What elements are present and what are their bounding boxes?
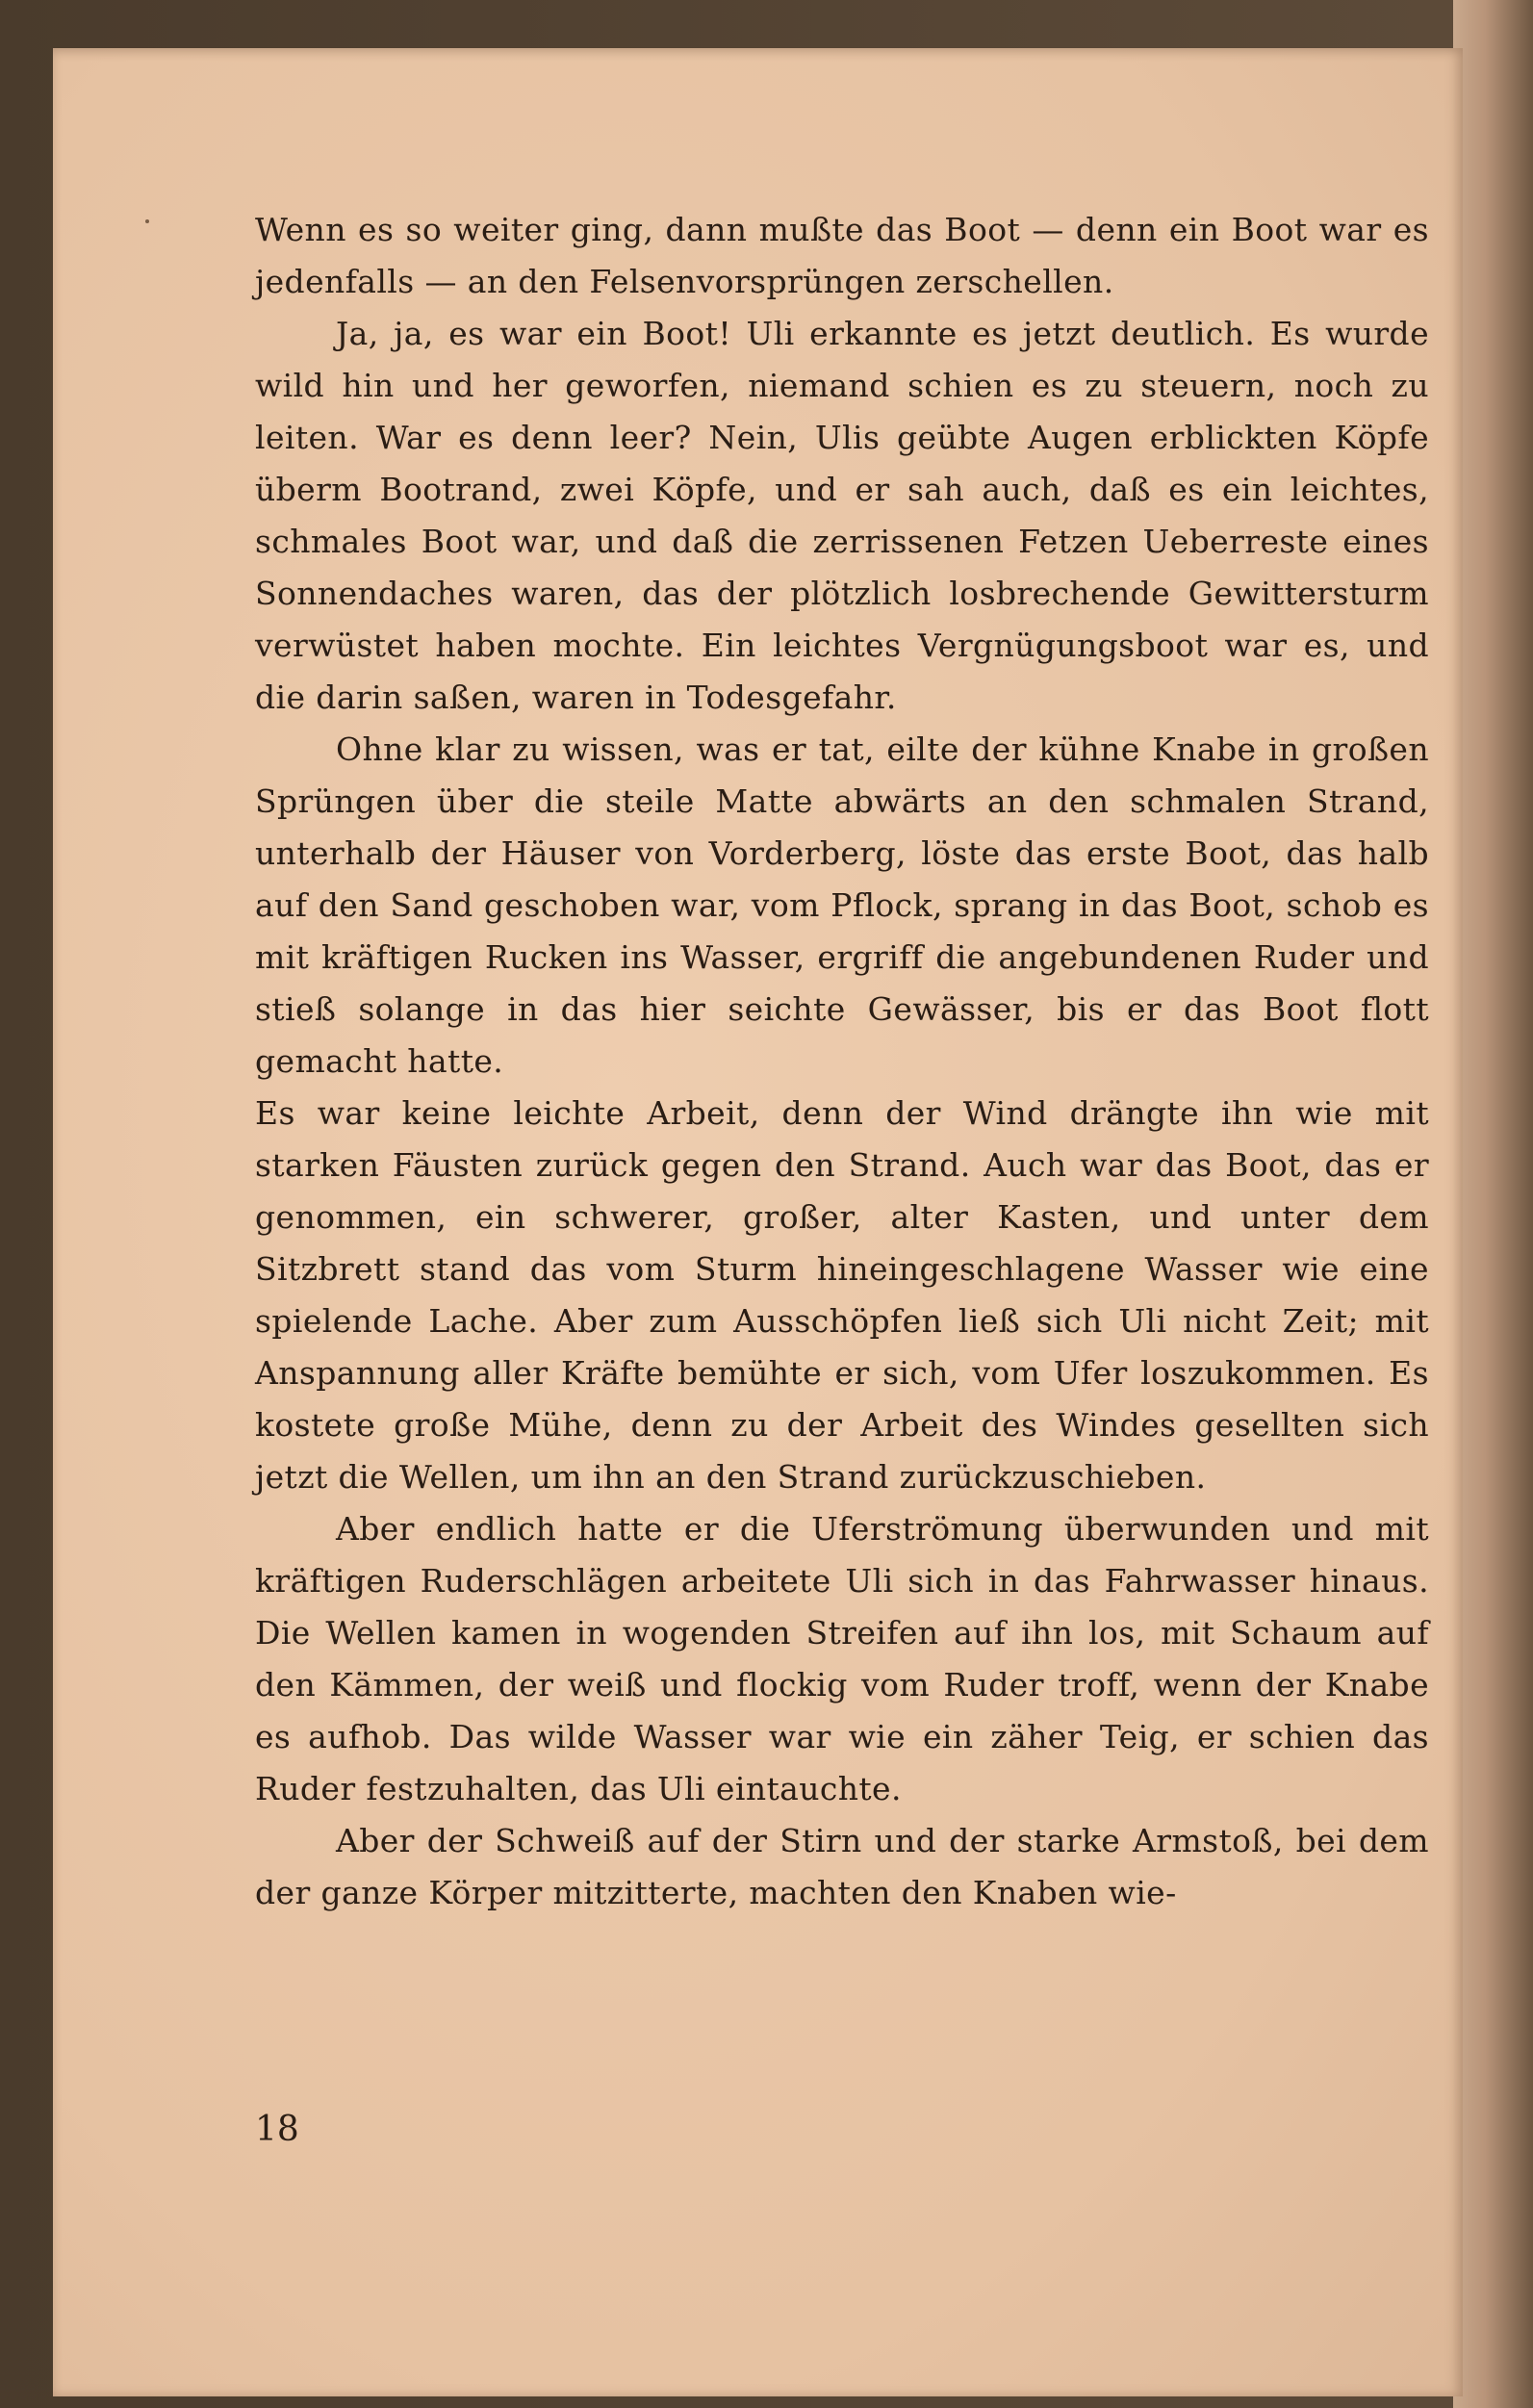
- book-edge: [1453, 0, 1533, 2408]
- paragraph-6: Aber der Schweiß auf der Stirn und der starke Armstoß, bei dem der ganze Körper mitzitterte, machten den Knaben wie-: [255, 1822, 1429, 1911]
- dust-speck: [145, 219, 149, 223]
- paragraph-5: Aber endlich hatte er die Uferströmung überwunden und mit kräftigen Ruderschlägen arbeitete Uli sich in das Fahrwasser hinaus. Die Wellen kamen in wogenden Streifen auf ihn los, mit Schaum auf den Kämmen, der weiß und flockig vom Ruder troff, wenn der Knabe es aufhob. Das wilde Wasser war wie ein zäher Teig, er schien das Ruder festzuhalten, das Uli eintauchte.: [255, 1510, 1429, 1807]
- paragraph-3: Ohne klar zu wissen, was er tat, eilte der kühne Knabe in großen Sprüngen über die steile Matte abwärts an den schmalen Strand, unterhalb der Häuser von Vorderberg, löste das erste Boot, das halb auf den Sand geschoben war, vom Pflock, sprang in das Boot, schob es mit kräftigen Rucken ins Wasser, ergriff die angebundenen Ruder und stieß solange in das hier seichte Gewässer, bis er das Boot flott gemacht hatte.: [255, 730, 1429, 1080]
- paragraph-4: Es war keine leichte Arbeit, denn der Wind drängte ihn wie mit starken Fäusten zurück gegen den Strand. Auch war das Boot, das er genommen, ein schwerer, großer, alter Kasten, und unter dem Sitzbrett stand das vom Sturm hineingeschlagene Wasser wie eine spielende Lache. Aber zum Ausschöpfen ließ sich Uli nicht Zeit; mit Anspannung aller Kräfte bemühte er sich, vom Ufer loszukommen. Es kostete große Mühe, denn zu der Arbeit des Windes gesellten sich jetzt die Wellen, um ihn an den Strand zurückzuschieben.: [255, 1094, 1429, 1496]
- paragraph-1: Wenn es so weiter ging, dann mußte das Boot — denn ein Boot war es jedenfalls — an den Felsenvorsprüngen zerschellen.: [255, 211, 1429, 300]
- paragraph-2: Ja, ja, es war ein Boot! Uli erkannte es jetzt deutlich. Es wurde wild hin und her geworfen, niemand schien es zu steuern, noch zu leiten. War es denn leer? Nein, Ulis geübte Augen erblickten Köpfe überm Bootrand, zwei Köpfe, und er sah auch, daß es ein leichtes, schmales Boot war, und daß die zerrissenen Fetzen Ueberreste eines Sonnendaches waren, das der plötzlich losbrechende Gewittersturm verwüstet haben mochte. Ein leichtes Vergnügungsboot war es, und die darin saßen, waren in Todesgefahr.: [255, 315, 1429, 716]
- body-text: [255, 204, 1429, 1919]
- page-number: 18: [255, 2110, 299, 2149]
